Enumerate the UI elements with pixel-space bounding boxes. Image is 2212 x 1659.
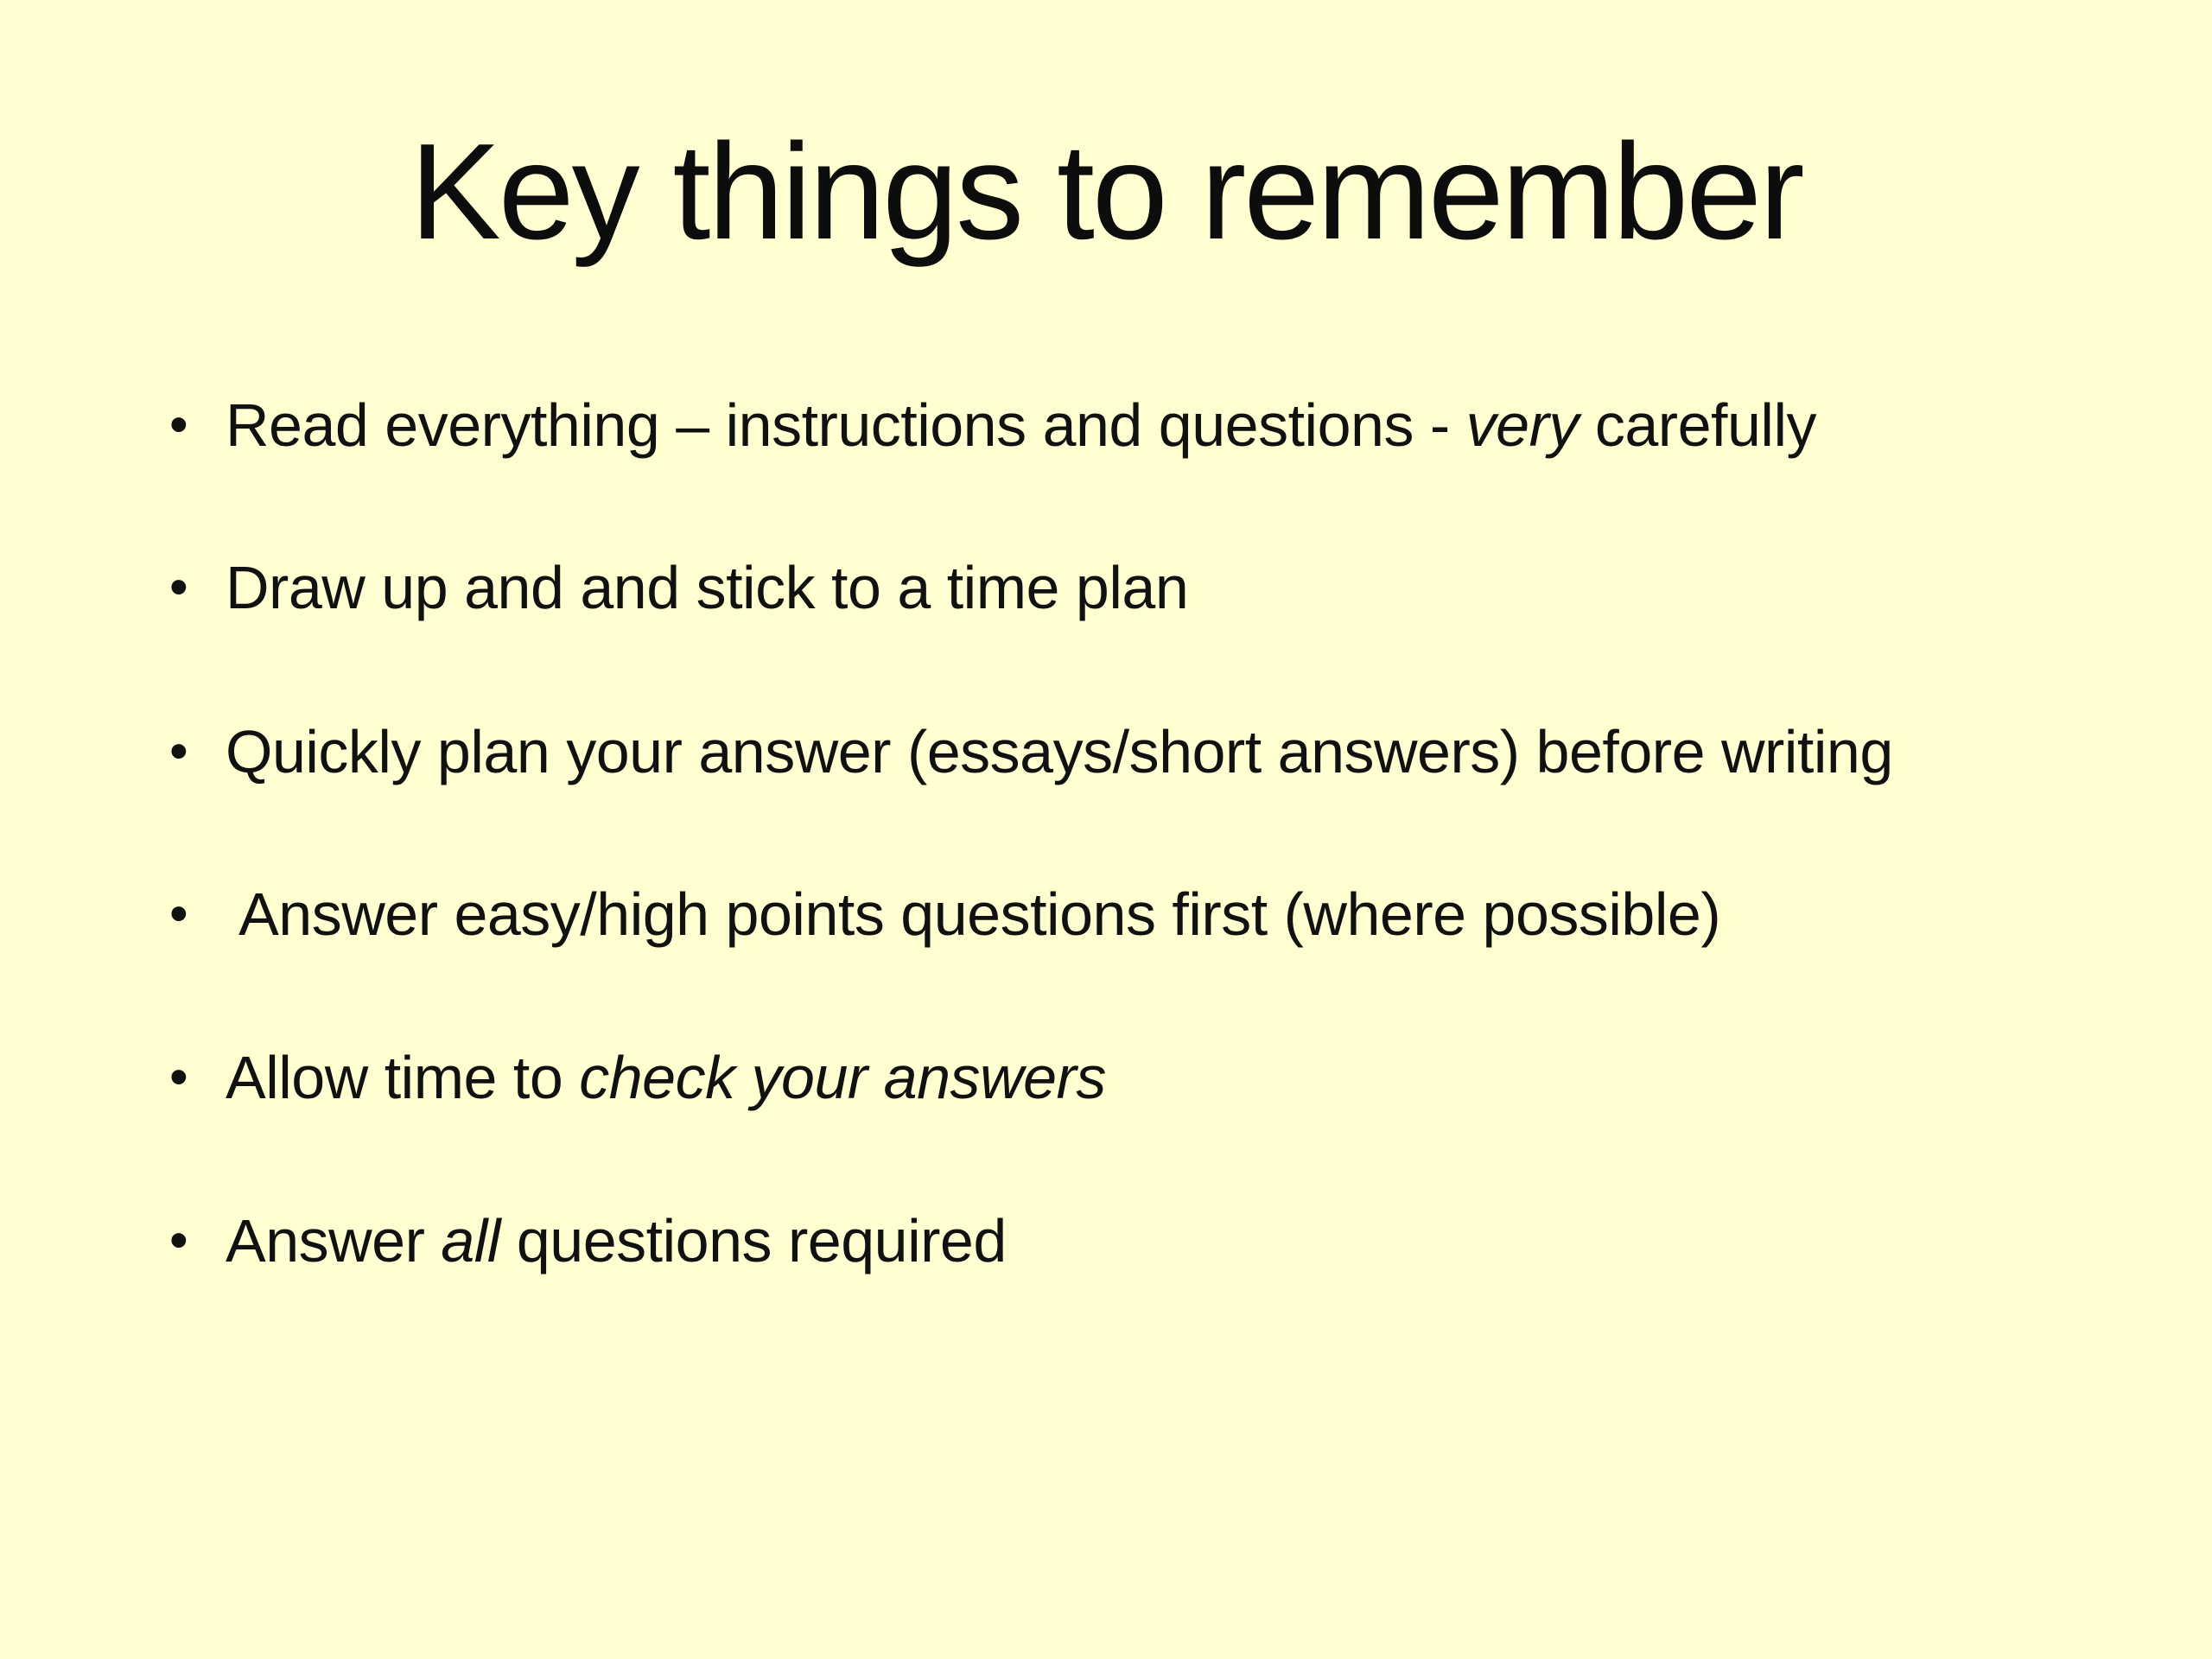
- bullet-item-read-everything: [169, 382, 2157, 468]
- bullet-point-icon: •: [169, 1047, 188, 1107]
- bullet-item-plan-answer: [169, 709, 2157, 795]
- bullet-text-segment: questions required: [499, 1207, 1007, 1274]
- bullet-text-segment: Answer: [226, 1207, 442, 1274]
- bullet-text: [226, 871, 1720, 957]
- bullet-text-segment: Allow time to: [226, 1044, 580, 1111]
- bullet-item-time-plan: [169, 544, 2157, 631]
- bullet-text-segment: carefully: [1578, 391, 1817, 459]
- bullet-text-emphasis: very: [1465, 391, 1579, 459]
- bullet-text: [226, 544, 1188, 631]
- bullet-point-icon: •: [169, 395, 188, 454]
- bullet-point-icon: •: [169, 884, 188, 944]
- bullet-item-check-answers: [169, 1034, 2157, 1121]
- bullet-text-emphasis: all: [441, 1207, 500, 1274]
- bullet-item-easy-questions-first: [169, 871, 2157, 957]
- bullet-text-segment: Quickly plan your answer (essays/short answers) before writing: [226, 718, 1893, 785]
- bullet-item-answer-all: [169, 1198, 2157, 1284]
- bullet-text: [226, 1198, 1007, 1284]
- bullet-text: [226, 709, 1893, 795]
- bullet-point-icon: •: [169, 721, 188, 781]
- bullet-text-segment: Draw up and and stick to a time plan: [226, 554, 1189, 621]
- bullet-text: [226, 382, 1816, 468]
- bullet-point-icon: •: [169, 1211, 188, 1270]
- bullet-text-segment: Read everything – instructions and questions -: [226, 391, 1466, 459]
- bullet-text: [226, 1034, 1106, 1121]
- bullet-point-icon: •: [169, 557, 188, 617]
- bullet-text-segment: Answer easy/high points questions first (where possible): [226, 880, 1721, 948]
- slide-title: Key things to remember: [410, 116, 1802, 268]
- bullet-text-emphasis: check your answers: [579, 1044, 1106, 1111]
